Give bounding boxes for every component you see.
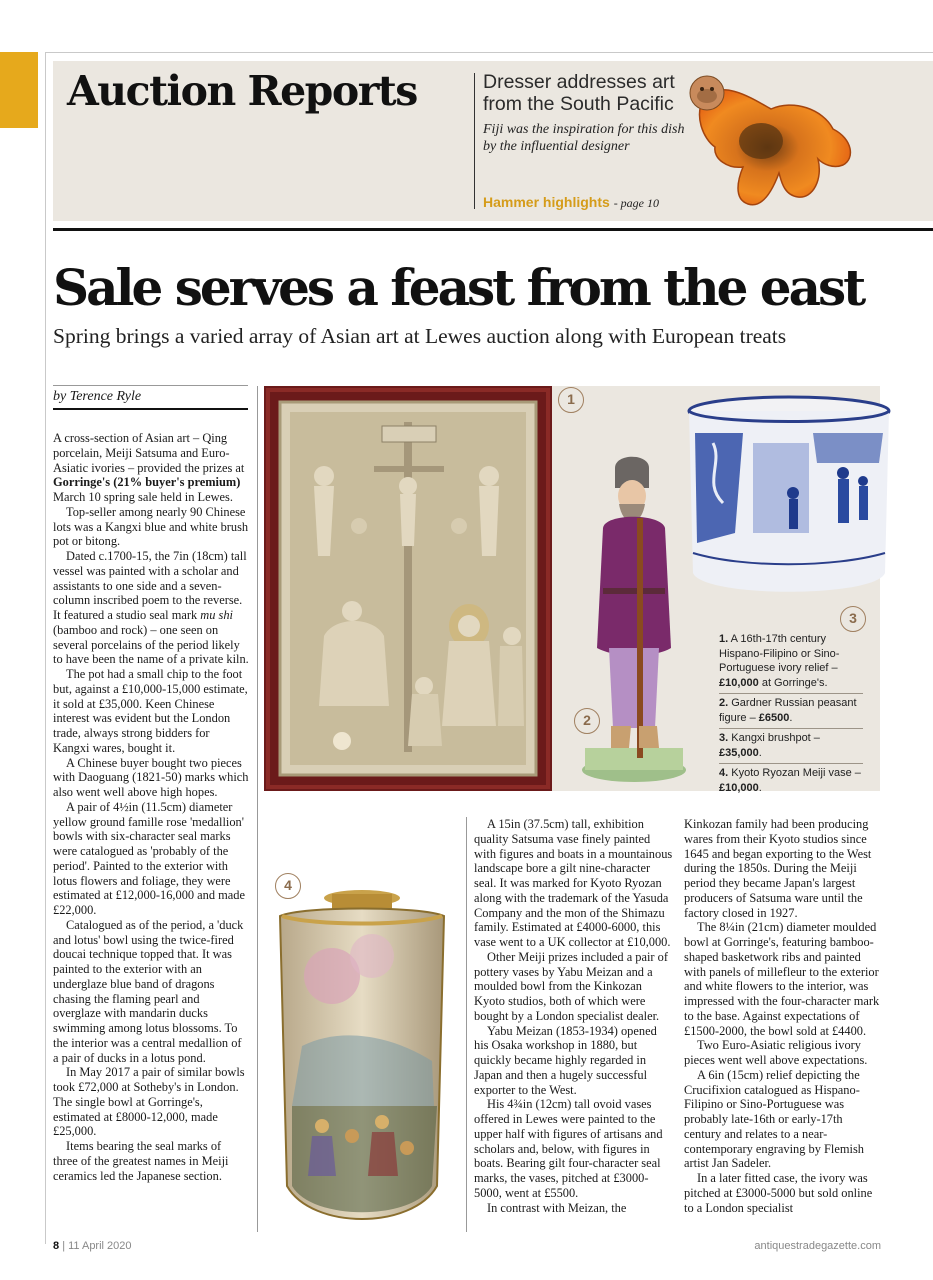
page-top-rule bbox=[45, 52, 933, 53]
paragraph: Yabu Meizan (1853-1934) opened his Osaka workshop in 1880, but quickly became highly regarded in Japan and then a hugely successful exporter to the West. bbox=[474, 1023, 657, 1097]
teaser-link-label[interactable]: Hammer highlights bbox=[483, 194, 610, 210]
paragraph: His 4¾in (12cm) tall ovoid vases offered in Lewes were painted to the upper half with figures of artisans and scholars and, below, with figures in boats. Bearing gilt four-character seal marks, the vases, pitched at £3000-5000, went at £5500. bbox=[474, 1097, 663, 1200]
russian-peasant-figure-image bbox=[575, 448, 693, 788]
banner-bottom-rule bbox=[53, 228, 933, 231]
section-banner bbox=[53, 61, 933, 221]
issue-date: 11 April 2020 bbox=[68, 1240, 132, 1252]
teaser-headline[interactable]: Dresser addresses art from the South Pacific bbox=[483, 71, 675, 115]
byline-top-rule bbox=[53, 385, 248, 386]
article-column-3 bbox=[684, 817, 882, 1215]
website-link[interactable]: antiquestradegazette.com bbox=[754, 1240, 881, 1252]
paragraph: A 15in (37.5cm) tall, exhibition quality Satsuma vase finely painted with figures and boats in a mountainous landscape bore a gilt nine-character seal. It was marked for Kyoto Ryozan along with the trademark of the Yasuda Company and the mon of the Shimazu family. Estimated at £4000-6000, this vase went to a UK collector at £10,000. bbox=[474, 817, 673, 949]
paragraph: In May 2017 a pair of similar bowls took £72,000 at Sotheby's in London. The single bowl at Gorringe's, estimated at £8000-12,000, made £25,000. bbox=[53, 1065, 245, 1139]
paragraph: A cross-section of Asian art – Qing porcelain, Meiji Satsuma and Euro-Asiatic ivories – provided the prizes at Gorringe's (21% buyer's premium) March 10 spring sale held in Lewes. bbox=[53, 431, 245, 504]
satsuma-vase-image bbox=[272, 886, 452, 1232]
article-headline: Sale serves a feast from the east bbox=[53, 258, 864, 317]
footer-separator: | bbox=[62, 1240, 66, 1252]
photo-number-4: 4 bbox=[275, 873, 301, 899]
column-rule bbox=[257, 386, 258, 1232]
teaser-page-ref: - page 10 bbox=[613, 196, 660, 210]
article-column-1 bbox=[53, 431, 249, 1183]
byline-bottom-rule bbox=[53, 408, 248, 410]
paragraph: Two Euro-Asiatic religious ivory pieces went well above expectations. bbox=[684, 1038, 868, 1067]
ivory-relief-image bbox=[264, 386, 552, 791]
paragraph: The pot had a small chip to the foot but, against a £10,000-15,000 estimate, it sold at £35,000. Keen Chinese interest was evident but the London trade, always strong bidders for Kangxi wares, bought it. bbox=[53, 667, 248, 755]
photo-number-2: 2 bbox=[574, 708, 600, 734]
section-title: Auction Reports bbox=[67, 67, 417, 115]
page-left-rule bbox=[45, 52, 46, 1244]
caption-4: 4. Kyoto Ryozan Meiji vase – £10,000. bbox=[719, 767, 861, 794]
caption-2: 2. Gardner Russian peasant figure – £6500. bbox=[719, 694, 863, 729]
paragraph: Top-seller among nearly 90 Chinese lots was a Kangxi blue and white brush pot or bitong. bbox=[53, 504, 249, 549]
section-accent-tab bbox=[0, 52, 38, 128]
article-standfirst: Spring brings a varied array of Asian art at Lewes auction along with European treats bbox=[53, 324, 787, 348]
paragraph: A 6in (15cm) relief depicting the Crucifixion catalogued as Hispano-Filipino or Sino-Portuguese was probably late-16th or early-17th century and relates to a near-contemporary engraving by Flemish artist Jan Sadeler. bbox=[684, 1067, 864, 1171]
photo-number-3: 3 bbox=[840, 606, 866, 632]
paragraph: Dated c.1700-15, the 7in (18cm) tall vessel was painted with a scholar and assistants to one side and a seven-column inscribed poem to the reverse. It featured a studio seal mark mu shi (bamboo and rock) – one seen on several porcelains of the period likely to have been the name of a private kiln. bbox=[53, 549, 249, 667]
dresser-dish-image bbox=[683, 69, 858, 217]
paragraph: A pair of 4½in (11.5cm) diameter yellow ground famille rose 'medallion' bowls with six-character seal marks were catalogued as 'probably of the period'. Painted to the exterior with lotus flowers and foliage, they were estimated at £12,000-16,000 and made £22,000. bbox=[53, 799, 246, 917]
photo-captions bbox=[719, 630, 863, 798]
caption-1: 1. A 16th-17th century Hispano-Filipino or Sino-Portuguese ivory relief – £10,000 at Gorringe's. bbox=[719, 630, 863, 694]
paragraph: Catalogued as of the period, a 'duck and lotus' bowl using the twice-fired doucai technique topped that. It was painted to the exterior with an underglaze blue band of dragons chasing the flaming pearl and overglaze with mandarin ducks swimming among lotus blossoms. To the interior was a central medallion of a pair of ducks in a lotus pond. bbox=[53, 917, 244, 1065]
page-footer-info bbox=[53, 1240, 132, 1252]
banner-divider bbox=[474, 73, 475, 209]
paragraph: In contrast with Meizan, the bbox=[487, 1200, 627, 1215]
paragraph: Items bearing the seal marks of three of the greatest names in Meiji ceramics led the Japanese section. bbox=[53, 1139, 229, 1183]
page-number: 8 bbox=[53, 1240, 60, 1252]
caption-3: 3. Kangxi brushpot – £35,000. bbox=[719, 729, 863, 764]
teaser-subheading: Fiji was the inspiration for this dish by the influential designer bbox=[483, 122, 685, 154]
kangxi-brushpot-image bbox=[683, 393, 895, 605]
paragraph: In a later fitted case, the ivory was pitched at £3000-5000 but sold online to a London specialist bbox=[684, 1171, 873, 1215]
paragraph: The 8¼in (21cm) diameter moulded bowl at Gorringe's, featuring bamboo-shaped basketwork ribs and painted with panels of millefleur to the exterior and white flowers to the interior, was impressed with the four-character mark to the base. Against expectations of £1500-2000, the bowl sold at £4400. bbox=[684, 920, 880, 1038]
article-column-2 bbox=[474, 817, 673, 1215]
paragraph: Other Meiji prizes included a pair of pottery vases by Yabu Meizan and a moulded bowl from the Kinkozan Kyoto studios, both of which were bought by a London specialist dealer. bbox=[474, 949, 668, 1023]
photo-number-1: 1 bbox=[558, 387, 584, 413]
teaser-page-link[interactable] bbox=[483, 194, 659, 211]
column-rule bbox=[466, 817, 467, 1232]
article-byline: by Terence Ryle bbox=[53, 389, 142, 404]
paragraph: A Chinese buyer bought two pieces with Daoguang (1821-50) marks which also went well above high hopes. bbox=[53, 755, 249, 799]
paragraph: Kinkozan family had been producing wares from their Kyoto studios since 1645 and began exporting to the West during the 1850s. During the Meiji period they became Japan's largest producers of Satsuma ware until the factory closed in 1927. bbox=[684, 817, 872, 920]
